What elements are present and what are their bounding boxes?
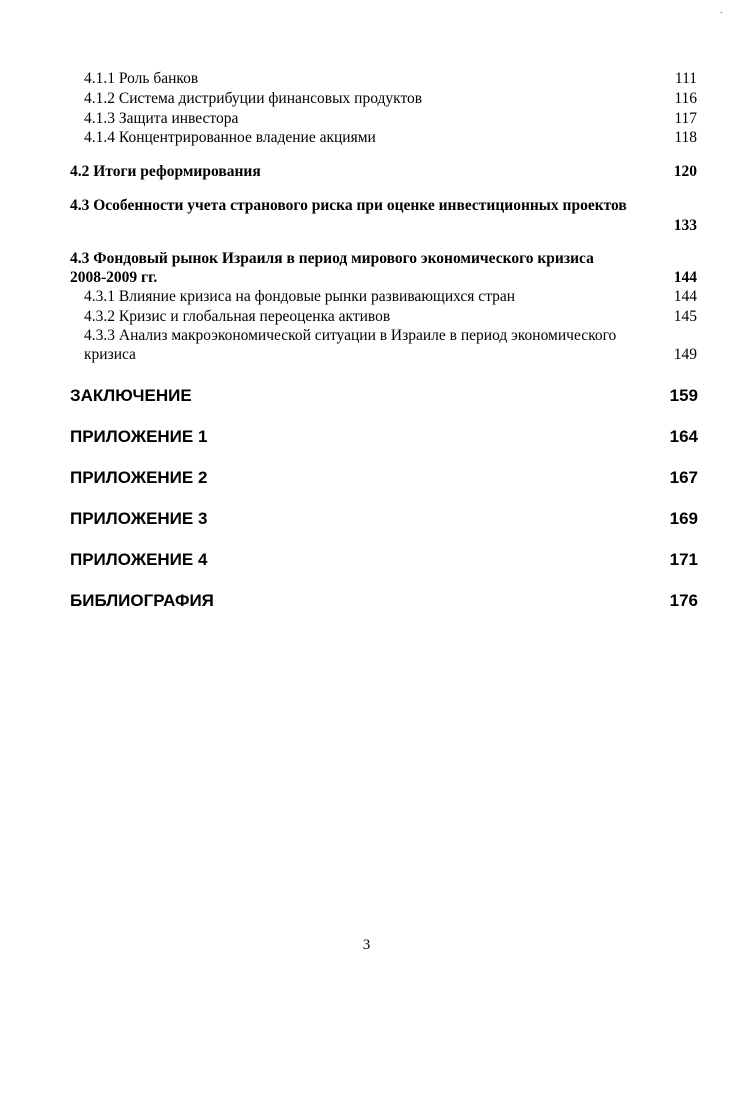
toc-entry-page: 117: [674, 110, 697, 127]
toc-entry-appendix-3[interactable]: [0, 509, 733, 529]
toc-entry-title-line1: 4.3 Фондовый рынок Израиля в период мирового экономического кризиса: [70, 250, 594, 267]
toc-entry-appendix-1[interactable]: [0, 427, 733, 447]
toc-entry-title-line1: 4.3.3 Анализ макроэкономической ситуации в Израиле в период экономического: [84, 327, 617, 344]
page-number: 3: [362, 937, 371, 953]
toc-entry-page: 176: [669, 591, 698, 610]
toc-entry-conclusion[interactable]: [0, 386, 733, 406]
toc-entry-bibliography[interactable]: [0, 591, 733, 611]
toc-entry-title: 4.1.4 Концентрированное владение акциями: [84, 129, 376, 146]
toc-entry-page: 118: [674, 129, 697, 146]
toc-entry-4-1-3[interactable]: [0, 110, 733, 128]
toc-entry-4-3-country-risk[interactable]: [0, 197, 733, 215]
toc-entry-4-3-2[interactable]: [0, 308, 733, 326]
toc-entry-title: 4.2 Итоги реформирования: [70, 163, 261, 180]
toc-entry-page: 111: [674, 70, 697, 87]
toc-entry-4-1-2[interactable]: [0, 90, 733, 108]
toc-entry-page: 169: [669, 509, 698, 528]
toc-entry-title: 4.1.3 Защита инвестора: [84, 110, 239, 127]
toc-entry-page: 159: [669, 386, 698, 405]
toc-entry-title: 4.3 Особенности учета странового риска при оценке инвестиционных проектов: [70, 197, 627, 214]
toc-entry-page: 171: [669, 550, 698, 569]
toc-entry-4-1-1[interactable]: [0, 70, 733, 88]
toc-entry-appendix-4[interactable]: [0, 550, 733, 570]
corner-mark: ·: [719, 8, 723, 19]
toc-entry-page: 149: [673, 346, 697, 363]
toc-entry-4-3-3[interactable]: [0, 327, 733, 345]
toc-entry-title: БИБЛИОГРАФИЯ: [70, 591, 214, 610]
toc-entry-page: 145: [673, 308, 697, 325]
toc-entry-title: ПРИЛОЖЕНИЕ 3: [70, 509, 208, 528]
toc-entry-title: 4.3.1 Влияние кризиса на фондовые рынки развивающихся стран: [84, 288, 516, 305]
toc-entry-4-3-israel-line2: [0, 269, 733, 287]
toc-entry-page: 116: [674, 90, 697, 107]
toc-entry-title: ПРИЛОЖЕНИЕ 2: [70, 468, 208, 487]
toc-entry-title: 4.3.2 Кризис и глобальная переоценка активов: [84, 308, 391, 325]
toc-entry-title: ЗАКЛЮЧЕНИЕ: [70, 386, 192, 405]
toc-entry-4-2[interactable]: [0, 163, 733, 181]
toc-entry-page: 144: [673, 288, 697, 305]
toc-entry-4-3-country-risk-page-line: [0, 217, 733, 235]
toc-entry-title: 4.1.2 Система дистрибуции финансовых продуктов: [84, 90, 423, 107]
toc-entry-title-line2: 2008-2009 гг.: [70, 269, 158, 286]
toc-entry-title-line2: кризиса: [84, 346, 136, 363]
toc-entry-title: ПРИЛОЖЕНИЕ 4: [70, 550, 208, 569]
toc-entry-title: ПРИЛОЖЕНИЕ 1: [70, 427, 208, 446]
toc-entry-4-3-israel[interactable]: [0, 250, 733, 268]
toc-entry-4-1-4[interactable]: [0, 129, 733, 147]
toc-entry-title: 4.1.1 Роль банков: [84, 70, 199, 87]
toc-entry-4-3-1[interactable]: [0, 288, 733, 306]
toc-entry-page: 133: [673, 217, 697, 234]
toc-entry-page: 164: [669, 427, 698, 446]
toc-entry-4-3-3-line2: [0, 346, 733, 364]
toc-entry-page: 144: [673, 269, 697, 286]
toc-entry-page: 120: [673, 163, 697, 180]
toc-entry-appendix-2[interactable]: [0, 468, 733, 488]
toc-entry-page: 167: [669, 468, 698, 487]
